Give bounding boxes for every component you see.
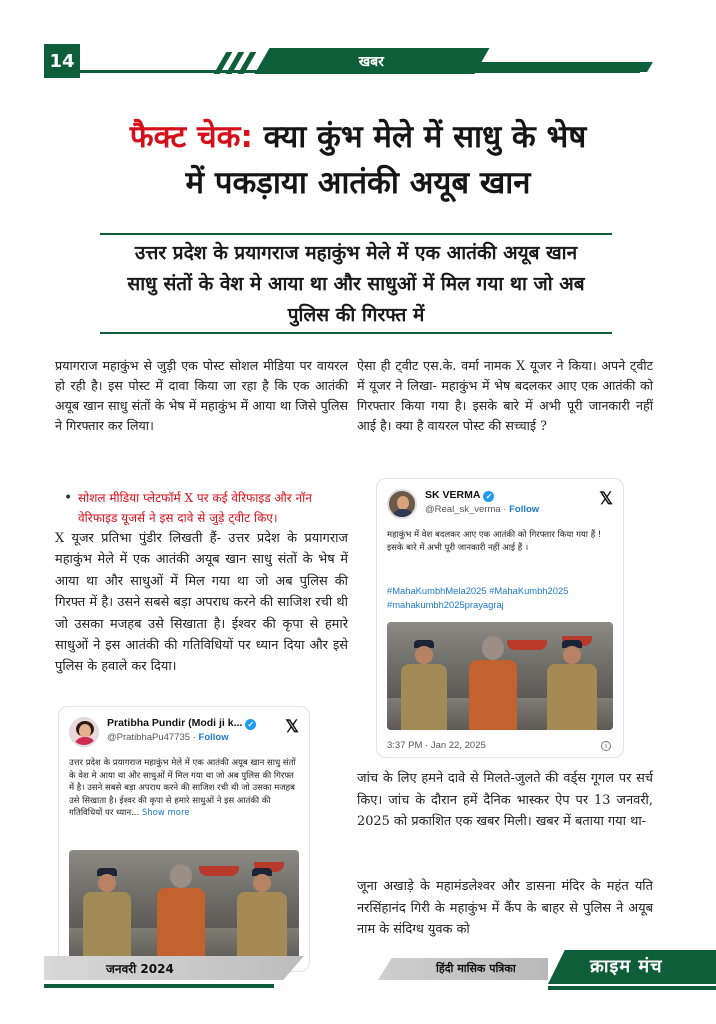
follow-button[interactable]: Follow [198,732,229,743]
col2-para3: जूना अखाड़े के महामंडलेश्वर और डासना मंदिर के महंत यति नरसिंहानंद गिरी के महाकुंभ में कैंप के बाहर से पुलिस ने अयूब नाम के संदिग्ध युवक को [357,879,653,938]
article-subtitle [100,238,612,331]
x-logo-icon[interactable]: 𝕏 [599,489,613,508]
tweet-photo[interactable] [387,622,613,730]
footer-rule-right [548,986,716,990]
tweet-hashtags [387,584,613,612]
avatar[interactable] [69,717,99,747]
follow-button[interactable]: Follow [509,504,540,515]
tweet-handle[interactable]: @PratibhaPu47735 [107,732,191,743]
col1-para2: X यूजर प्रतिभा पुंडीर लिखती हैं- उत्तर प्रदेश के प्रयागराज महाकुंभ मेले में एक आतंकी अयूब खान साधु संतों के भेष में आया था और साधुओं में मिल गया था जो अब पुलिस की गिरफ्त में है। उसने सबसे बड़ा अपराध करने की साजिश रची थी जो उसका मजहब उसे सिखाता है। ईश्वर की कृपा से हमारे साधुओं ने इस आतंकी की गतिविधियों पर ध्यान दिया और इसे पुलिस के हवाले कर दिया। [55,531,348,675]
subtitle-line1: उत्तर प्रदेश के प्रयागराज महाकुंभ मेले में एक आतंकी अयूब खान [134,242,578,264]
tweet-handle[interactable]: @Real_sk_verma [425,504,501,515]
tweet-timestamp[interactable]: 3:37 PM · Jan 22, 2025 [387,740,486,751]
tweet-text: उत्तर प्रदेश के प्रयागराज महाकुंभ मेले में एक आतंकी अयूब खान साधु संतों के वेश मे आया था और साधुओं में मिल गया था जो अब पुलिस की गिरफ्त में है। उसने सबसे बड़ा अपराध करने की साजिश रची थी जो उसका मजहब उसे सिखाता है। ईश्वर की कृपा से हमारे साधुओं ने इस आतंकी की गतिविधियों पर ध्यान... Show more [69,758,296,818]
page-number: 14 [44,44,80,78]
title-line2: में पकड़ाया आतंकी अयूब खान [185,165,531,201]
tweet-card-pratibha-pundir[interactable] [58,706,310,972]
show-more-link[interactable]: Show more [141,808,190,818]
avatar[interactable] [387,489,417,519]
header-band-right [457,62,653,72]
hashtag-link[interactable]: #mahakumbh2025prayagraj [387,599,504,610]
footer-date: जनवरी 2024 [106,962,174,976]
verified-badge-icon: ✓ [245,719,256,730]
tweet-text-line2: इसके बारे में अभी पूरी जानकारी नहीं आई हैं । [387,542,529,553]
tweet-text [387,529,613,554]
tweet-photo[interactable] [69,850,299,962]
subtitle-rule-bottom [100,332,612,334]
tweet-header [387,487,613,521]
tweet-author-name[interactable]: Pratibha Pundir (Modi ji k... ✓ [107,717,256,730]
col1-bullet: • सोशल मीडिया प्लेटफॉर्म X पर कई वेरिफाइड और नॉन वेरिफाइड यूजर्स ने इस दावे से जुड़े ट्वीट किए। [60,488,350,528]
subtitle-line2: साधु संतों के वेश मे आया था और साधुओं में मिल गया था जो अब [127,273,585,295]
footer-brand-logo: क्राइम मंच [590,956,663,977]
col1-intro: प्रयागराज महाकुंभ से जुड़ी एक पोस्ट सोशल मीडिया पर वायरल हो रही है। इस पोस्ट में दावा किया जा रहा है कि एक आतंकी अयूब खान साधु संतों के भेष में महाकुंभ में आया था जिसे पुलिस ने गिरफ्तार कर लिया। [55,358,348,433]
hashtag-link[interactable]: #MahaKumbhMela2025 #MahaKumbh2025 [387,585,569,596]
title-fact-check: फैक्ट चेक: [129,119,253,155]
header-stripes-left [210,52,260,74]
x-logo-icon[interactable]: 𝕏 [285,717,299,736]
footer-rule-left [44,984,274,988]
section-label: खबर [359,53,385,70]
article-title [40,114,676,206]
info-icon[interactable]: i [601,741,611,751]
col2-intro: ऐसा ही ट्वीट एस.के. वर्मा नामक X यूजर ने किया। अपने ट्वीट में यूजर ने लिखा- महाकुंभ में भेष बदलकर आए एक आतंकी को गिरफ्तार किया गया है। इसके बारे में अभी पूरी जानकारी नहीं आई है। क्या है वायरल पोस्ट की सच्चाई ? [357,358,653,433]
tweet-handle-line: @Real_sk_verma · Follow [425,504,540,515]
tweet-card-sk-verma[interactable] [376,478,624,758]
tweet-text-line1: महाकुंभ में वेश बदलकर आए एक आतंकी को गिरफ्तार किया गया हैं ! [387,530,602,540]
subtitle-line3: पुलिस की गिरफ्त में [287,304,425,326]
tweet-author-name[interactable]: SK VERMA ✓ [425,489,494,502]
subtitle-rule-top [100,233,612,235]
footer-magazine-label: हिंदी मासिक पत्रिका [436,962,516,975]
tweet-header [69,715,299,749]
title-line1: क्या कुंभ मेले में साधु के भेष [252,119,587,155]
tweet-handle-line: @PratibhaPu47735 · Follow [107,732,229,743]
col2-para2: जांच के लिए हमने दावे से मिलते-जुलते की वर्ड्स गूगल पर सर्च किए। जांच के दौरान हमें दैनिक भास्कर ऐप पर 13 जनवरी, 2025 को प्रकाशित एक खबर मिली। खबर में बताया गया था- [357,771,653,830]
verified-badge-icon: ✓ [483,491,494,502]
footer-date-band [44,956,304,980]
